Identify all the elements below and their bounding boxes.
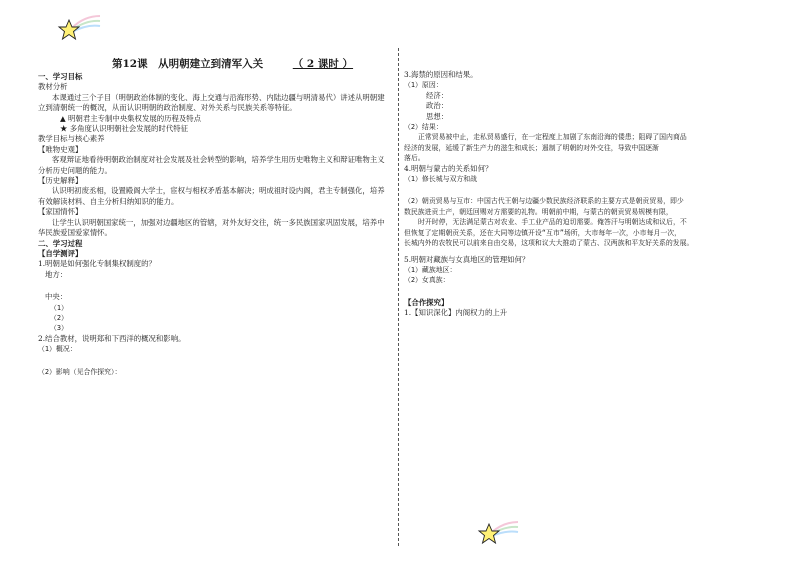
paragraph: 长城内外的农牧民可以前来自由交易，这项和议大大推动了蒙古、汉两族和平友好关系的发展。	[404, 239, 694, 248]
left-column	[38, 72, 390, 377]
question: 4.明朝与蒙古的关系如何？	[404, 163, 493, 173]
answer-label: 经济：	[426, 90, 449, 100]
page-title	[112, 56, 353, 71]
paragraph: 认识明初废丞相，设置殿阁大学士，宦权与相权矛盾基本解决；明成祖时设内阁，君主专制强化，培养有效解读材料、自主分析归纳知识的能力。	[38, 186, 385, 206]
paragraph: 本课通过三个子目（明朝政治体制的变化、海上交通与沿海形势、内陆边疆与明清易代）讲述从明朝建立到清朝统一的概况，从而认识明朝的政治制度、对外关系与民族关系等特征。	[38, 92, 385, 113]
right-column	[404, 70, 764, 319]
subheading: 【自学测评】	[38, 248, 83, 258]
lesson-title: 第12课 从明朝建立到清军入关	[112, 58, 264, 70]
paragraph: 但恢复了定期朝贡关系，还在大同等边镇开设“互市”场所，大市每年一次，小市每月一次，	[404, 228, 682, 237]
answer-label: 思想：	[426, 111, 449, 121]
subheading: 【家国情怀】	[38, 207, 83, 217]
lesson-period: （ 2 课时 ）	[292, 58, 354, 70]
column-divider	[398, 48, 399, 546]
question: 5.明朝对藏族与女真地区的管理如何？	[404, 254, 530, 264]
bullet-item: ▲ 明朝君主专制中央集权发展的历程及特点	[60, 113, 202, 123]
star-decoration-icon	[476, 516, 520, 550]
answer-label: （1）藏族地区：	[404, 265, 457, 274]
paragraph: 时开时停，无法满足蒙古对农业、手工业产品的迫切需要。俺答汗与明朝达成和议后，不	[418, 218, 687, 227]
star-decoration-icon	[56, 10, 102, 46]
section-heading: 二、学习过程	[38, 238, 83, 248]
paragraph: 数民族进贡土产，朝廷回赐对方需要的礼物。明朝前中期，与蒙古的朝贡贸易规模有限，	[404, 207, 673, 216]
answer-label: （1）原因：	[404, 81, 443, 90]
answer-label: （1）修长城与双方和战	[404, 175, 478, 184]
paragraph: 经济的发展，延缓了新生产力的滋生和成长；遏制了明朝的对外交往，导致中国逐渐	[404, 143, 659, 152]
answer-label: （2）	[50, 313, 68, 322]
paragraph: （2）朝贡贸易与互市：中国古代王朝与边疆少数民族经济联系的主要方式是朝贡贸易，即少	[404, 197, 684, 206]
answer-label: 政治：	[426, 101, 449, 111]
subheading: 教学目标与核心素养	[38, 134, 105, 144]
question: 2.结合教材，说明郑和下西洋的概况和影响。	[38, 333, 186, 343]
answer-label: （1）概况：	[38, 345, 77, 354]
paragraph: 落后。	[404, 154, 425, 163]
answer-label: 地方：	[45, 269, 68, 279]
answer-label: （3）	[50, 324, 68, 333]
answer-label: （2）结果：	[404, 123, 443, 132]
answer-label: 中央：	[45, 292, 68, 302]
bullet-item: ★ 多角度认识明朝社会发展的时代特征	[60, 124, 188, 134]
question: 3.海禁的原因和结果。	[404, 70, 478, 79]
paragraph: 正常贸易被中止，走私贸易盛行，在一定程度上加剧了东南沿海的倭患；阻碍了国内商品	[418, 133, 687, 142]
subheading: 【合作探究】	[404, 297, 449, 307]
paragraph: 客观辩证地看待明朝政治制度对社会发展及社会转型的影响，培养学生用历史唯物主义和辩证唯物主义分析历史问题的能力。	[38, 155, 385, 175]
answer-label: （2）女真族：	[404, 276, 450, 285]
paragraph: 让学生认识明朝国家统一，加强对边疆地区的管辖，对外友好交往，统一多民族国家巩固发展，培养中华民族爱国爱家情怀。	[38, 217, 385, 238]
subheading: 【唯物史观】	[38, 144, 83, 154]
answer-label: （1）	[50, 303, 68, 312]
subheading: 教材分析	[38, 82, 68, 92]
question: 1.明朝是如何强化专制集权制度的？	[38, 259, 156, 269]
section-heading: 一、学习目标	[38, 72, 83, 81]
answer-label: （2）影响（见合作探究）：	[38, 367, 122, 376]
subheading: 【历史解释】	[38, 176, 83, 186]
question: 1.【知识深化】内阁权力的上升	[404, 308, 508, 318]
